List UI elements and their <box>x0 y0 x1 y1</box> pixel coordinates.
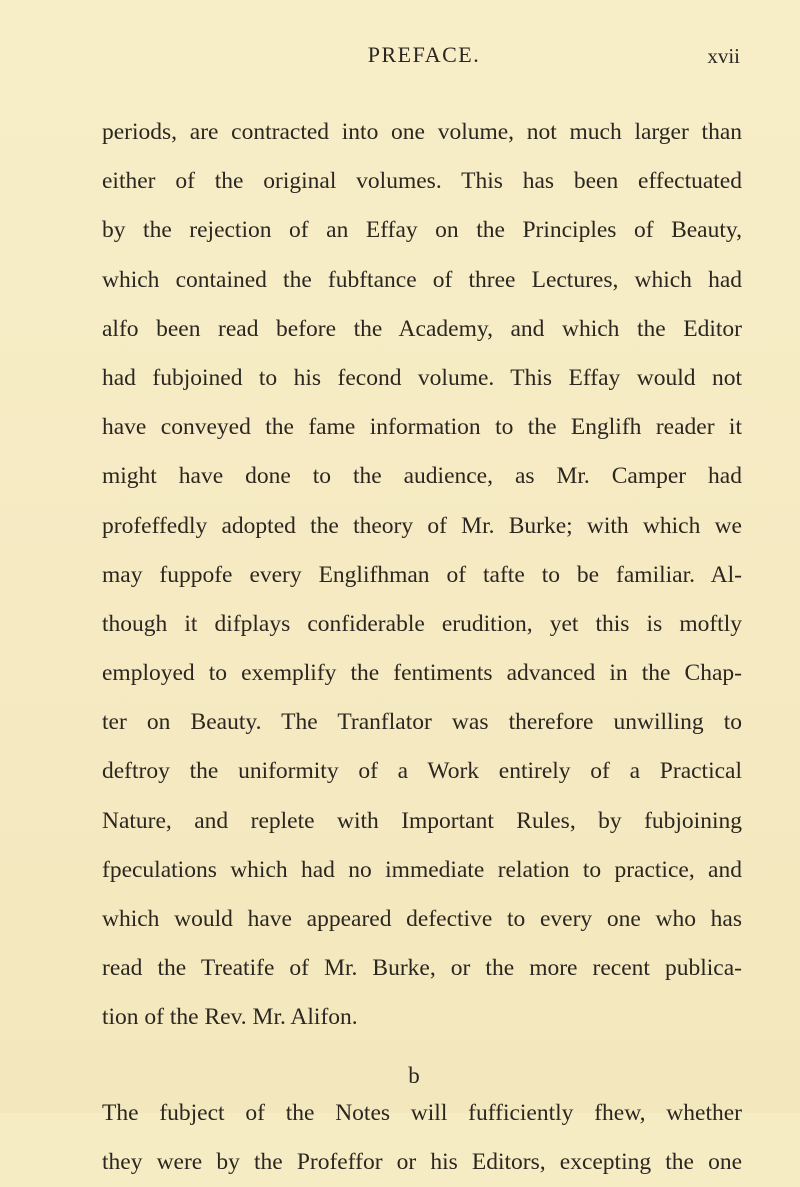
text-line: employed to exemplify the fentiments advanced in the Chap- <box>102 660 742 687</box>
text-line: The fubject of the Notes will fufficiently fhew, whether <box>102 1099 742 1126</box>
text-line: deftroy the uniformity of a Work entirely of a Practical <box>102 758 742 785</box>
text-line: tion of the Rev. Mr. Alifon. <box>102 1004 358 1031</box>
signature-mark: b <box>408 1063 420 1088</box>
page-header <box>100 42 740 76</box>
text-line: which contained the fubftance of three Lectures, which had <box>102 266 742 293</box>
text-line: which would have appeared defective to every one who has <box>102 906 742 932</box>
running-head: PREFACE. <box>367 42 481 67</box>
text-line: might have done to the audience, as Mr. Camper had <box>102 463 742 490</box>
text-line: either of the original volumes. This has been effectuated <box>102 168 742 195</box>
text-line: periods, are contracted into one volume, not much larger than <box>102 119 742 145</box>
text-line: fpeculations which had no immediate relation to practice, and <box>102 856 742 883</box>
paragraph-1 <box>102 108 742 1043</box>
page-number: xvii <box>707 44 740 68</box>
text-line: ter on Beauty. The Tranflator was therefore unwilling to <box>102 709 742 736</box>
text-line: had fubjoined to his fecond volume. This Effay would not <box>102 364 742 391</box>
text-line: Nature, and replete with Important Rules, by fubjoining <box>102 807 742 834</box>
text-line: read the Treatife of Mr. Burke, or the more recent publica- <box>102 955 742 982</box>
text-line: by the rejection of an Effay on the Principles of Beauty, <box>102 217 742 244</box>
text-line: profeffedly adopted the theory of Mr. Burke; with which we <box>102 512 742 539</box>
text-line: have conveyed the fame information to the Englifh reader it <box>102 414 742 441</box>
text-line: may fuppofe every Englifhman of tafte to be familiar. Al- <box>102 561 742 588</box>
body-text <box>102 108 742 1187</box>
paragraph-2 <box>102 1089 742 1187</box>
text-line: alfo been read before the Academy, and which the Editor <box>102 315 742 342</box>
text-line: though it difplays confiderable erudition, yet this is moftly <box>102 610 742 637</box>
text-line: they were by the Profeffor or his Editors, excepting the one <box>102 1148 742 1175</box>
